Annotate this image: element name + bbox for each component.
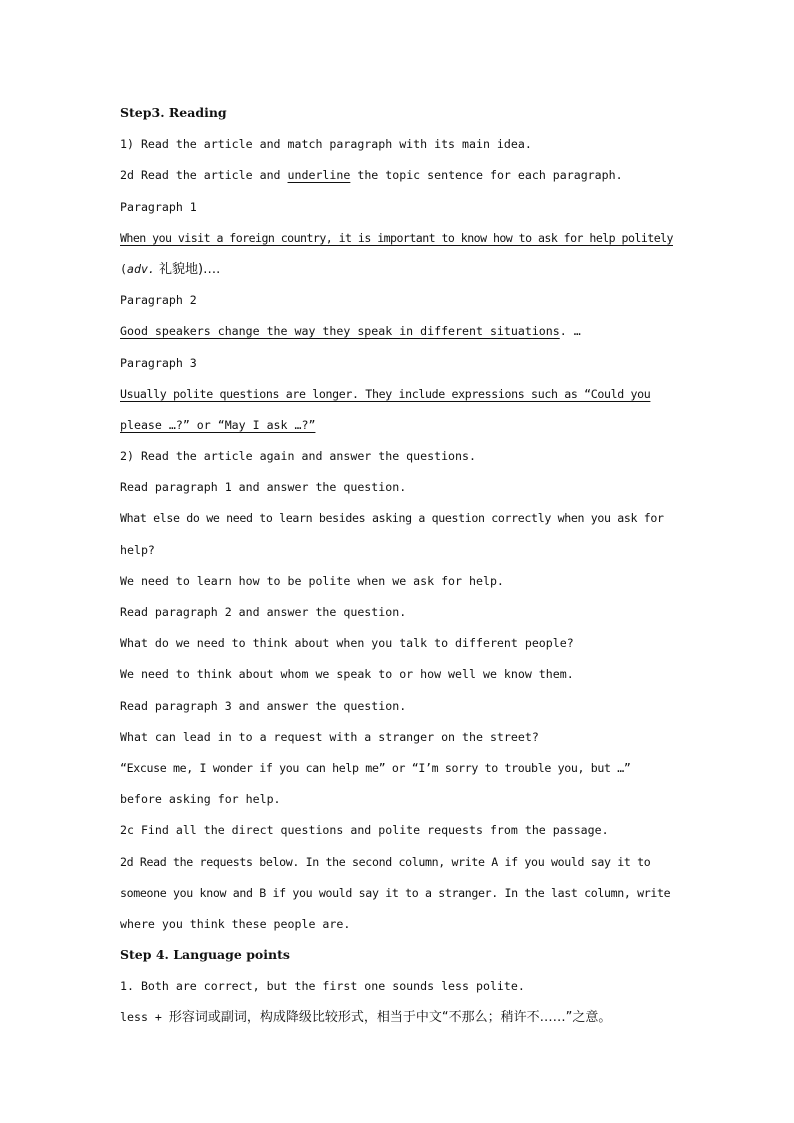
question-1-b: help? bbox=[120, 542, 155, 557]
task-2d-b: someone you know and B if you would say it to a stranger. In the last column, write bbox=[120, 885, 671, 900]
paren-open: ( bbox=[120, 261, 127, 276]
question-3: What can lead in to a request with a stranger on the street? bbox=[120, 729, 539, 744]
paragraph-1-continuation bbox=[120, 257, 680, 288]
document-body bbox=[120, 101, 680, 1037]
underline-word: underline bbox=[287, 168, 351, 183]
step4-heading: Step 4. Language points bbox=[120, 947, 290, 963]
paragraph-2-line bbox=[120, 319, 680, 350]
paragraph-2-label: Paragraph 2 bbox=[120, 293, 197, 308]
read-paragraph-3: Read paragraph 3 and answer the question. bbox=[120, 698, 407, 713]
chinese-gloss: 礼貌地)…. bbox=[154, 261, 221, 277]
answer-3-a: “Excuse me, I wonder if you can help me” or “I’m sorry to trouble you, but …” bbox=[120, 760, 631, 775]
note-prefix: less + bbox=[120, 1010, 169, 1025]
task-2d-c: where you think these people are. bbox=[120, 916, 351, 931]
paragraph-3-label: Paragraph 3 bbox=[120, 355, 197, 370]
task-2d-a: 2d Read the requests below. In the second column, write A if you would say it to bbox=[120, 854, 651, 869]
read-paragraph-2: Read paragraph 2 and answer the question. bbox=[120, 605, 407, 619]
question-2: What do we need to think about when you talk to different people? bbox=[120, 636, 574, 651]
instruction-underline bbox=[120, 163, 680, 194]
adv-abbrev: adv. bbox=[126, 261, 155, 276]
answer-1: We need to learn how to be polite when we ask for help. bbox=[120, 573, 504, 588]
paragraph-3-topic-sentence-b: please …?” or “May I ask …?” bbox=[120, 417, 316, 432]
answer-3-b: before asking for help. bbox=[120, 792, 281, 807]
note-chinese: 形容词或副词，构成降级比较形式，相当于中文“不那么；稍许不……”之意。 bbox=[168, 1010, 612, 1026]
instruction-underline-pre: 2d Read the article and bbox=[120, 168, 288, 183]
paragraph-3-topic-sentence-a: Usually polite questions are longer. They include expressions such as “Could you bbox=[120, 386, 651, 401]
task-2c: 2c Find all the direct questions and polite requests from the passage. bbox=[120, 823, 609, 838]
paragraph-2-topic-sentence: Good speakers change the way they speak in different situations bbox=[120, 324, 560, 339]
paragraph-2-tail: . … bbox=[559, 324, 581, 339]
language-point-1: 1. Both are correct, but the first one sounds less polite. bbox=[120, 979, 525, 994]
paragraph-1-topic-sentence: When you visit a foreign country, it is important to know how to ask for help politely bbox=[120, 230, 673, 245]
paragraph-1-label: Paragraph 1 bbox=[120, 199, 197, 214]
read-paragraph-1: Read paragraph 1 and answer the question. bbox=[120, 480, 407, 495]
instruction-answer: 2) Read the article again and answer the questions. bbox=[120, 449, 476, 464]
answer-2: We need to think about whom we speak to or how well we know them. bbox=[120, 667, 574, 682]
step3-heading: Step3. Reading bbox=[120, 105, 227, 120]
question-1-a: What else do we need to learn besides asking a question correctly when you ask for bbox=[120, 511, 664, 526]
instruction-match: 1) Read the article and match paragraph with its main idea. bbox=[120, 137, 532, 152]
language-point-1-note bbox=[120, 1005, 680, 1036]
paragraph-3-topic-sentence-b-row bbox=[120, 413, 680, 444]
instruction-underline-post: the topic sentence for each paragraph. bbox=[350, 168, 623, 183]
